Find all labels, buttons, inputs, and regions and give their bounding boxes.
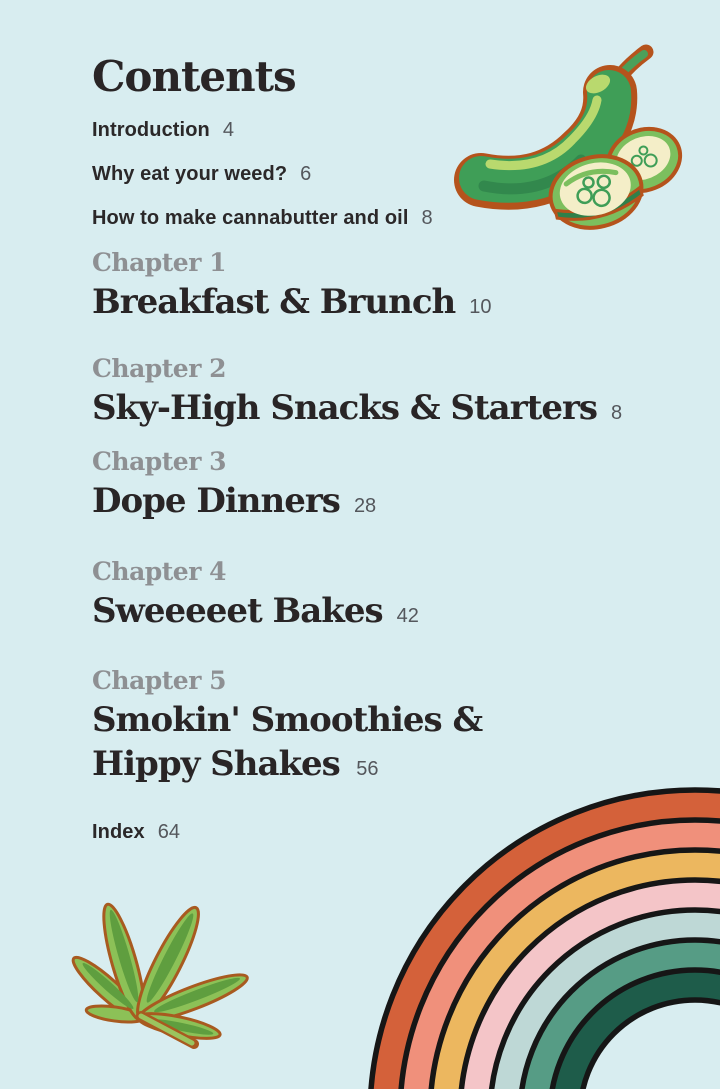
chapter-page-number: 8 — [611, 402, 623, 425]
chapter-page-number: 10 — [469, 296, 492, 319]
toc-chapter-3 — [92, 447, 652, 523]
chapter-page-number: 28 — [353, 495, 377, 518]
toc-entry-introduction — [92, 116, 652, 144]
chapter-page-number: 56 — [356, 758, 379, 781]
entry-page-number: 4 — [222, 119, 234, 142]
cannabis-leaf-icon — [56, 886, 304, 1064]
chapter-number-label: Chapter 2 — [92, 354, 226, 384]
toc-chapter-2 — [92, 354, 652, 430]
chapter-title: Breakfast & Brunch — [92, 282, 456, 323]
page-title: Contents — [92, 52, 296, 101]
chapter-title: Smokin' Smoothies & Hippy Shakes — [92, 700, 483, 785]
table-of-contents — [92, 54, 652, 846]
chapter-number-label: Chapter 3 — [92, 447, 226, 477]
rainbow-bands — [385, 805, 720, 1089]
chapter-title: Sweeeeet Bakes — [92, 591, 383, 632]
entry-label: Index — [92, 821, 145, 844]
toc-entry-why-eat-your-weed — [92, 160, 652, 188]
chapter-title: Dope Dinners — [92, 481, 340, 522]
entry-page-number: 64 — [157, 821, 180, 844]
entry-label: Introduction — [92, 119, 210, 142]
toc-chapter-1 — [92, 248, 652, 324]
chapter-title: Sky-High Snacks & Starters — [92, 388, 598, 429]
toc-entry-index — [92, 818, 652, 846]
toc-chapter-4 — [92, 557, 652, 633]
entry-label: How to make cannabutter and oil — [92, 207, 409, 230]
entry-page-number: 8 — [421, 207, 433, 230]
chapter-page-number: 42 — [396, 605, 419, 628]
entry-label: Why eat your weed? — [92, 163, 288, 186]
chapter-number-label: Chapter 5 — [92, 666, 226, 696]
toc-entry-cannabutter — [92, 204, 652, 232]
chapter-number-label: Chapter 1 — [92, 248, 226, 278]
entry-page-number: 6 — [300, 163, 312, 186]
toc-chapter-5 — [92, 666, 652, 786]
chapter-number-label: Chapter 4 — [92, 557, 226, 587]
